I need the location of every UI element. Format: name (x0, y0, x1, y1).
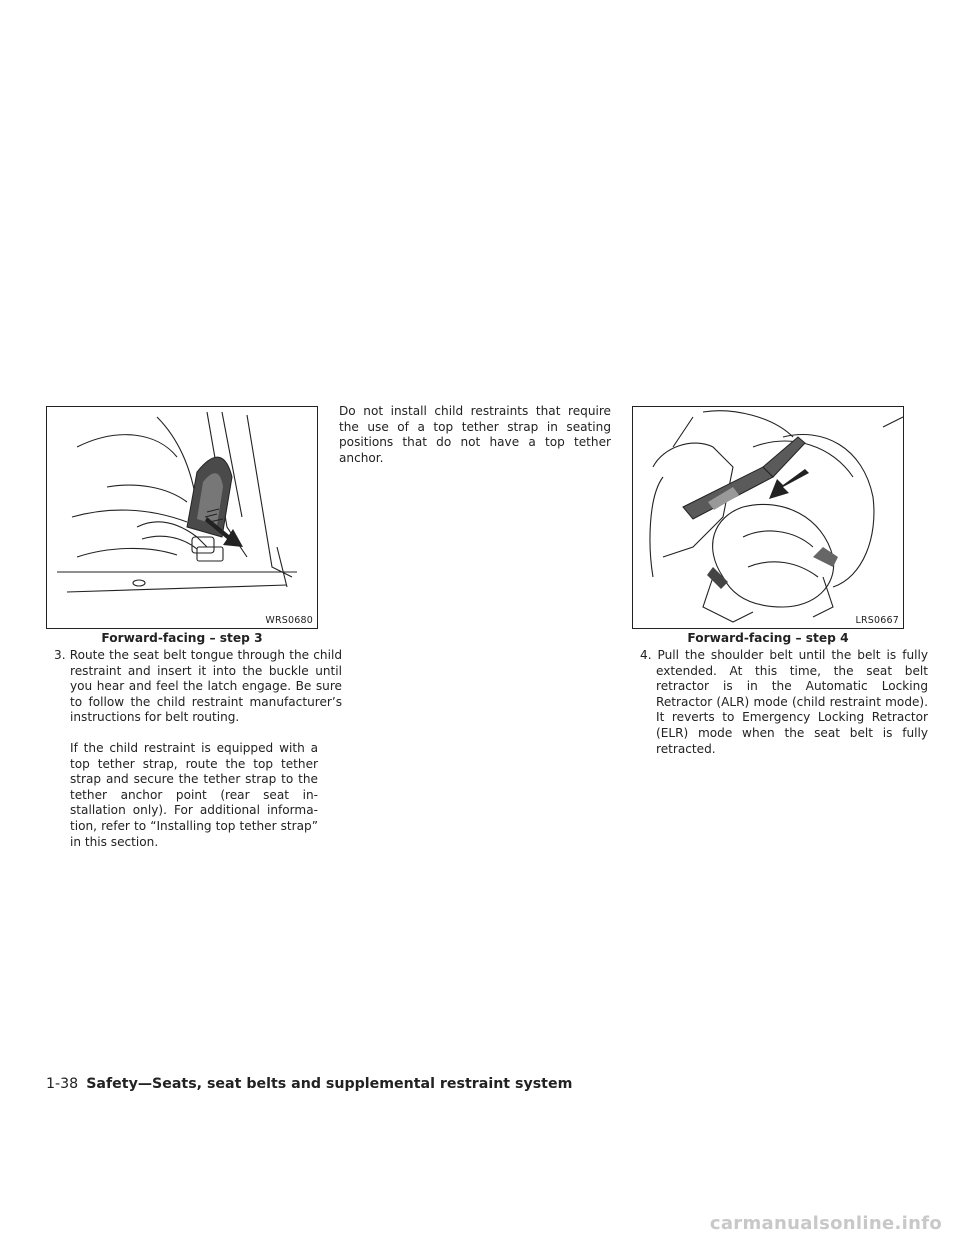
page-number: 1-38 (46, 1076, 79, 1092)
seat-belt-tongue-illustration (47, 407, 318, 629)
watermark: carmanualsonline.info (709, 1213, 942, 1234)
page-footer (46, 1076, 572, 1092)
step-4-text: 4. Pull the shoulder belt until the belt is fully extended. At this time, the seat belt retractor is in the Automatic Locking Retractor (ALR) mode (child restraint mode). It reverts to Emergency Locking Retractor (ELR) mode when the seat belt is fully retracted. (640, 648, 928, 756)
figure-code: LRS0667 (855, 615, 899, 626)
figure-caption: Forward-facing – step 4 (687, 631, 849, 645)
figure-forward-facing-step-3 (46, 406, 318, 629)
step-3-text: 3. Route the seat belt tongue through the child restraint and insert it into the buckle until you hear and feel the latch engage. Be sure to follow the child restraint manufacturer’s instructions for belt routing. (54, 648, 342, 725)
step-3-note: If the child restraint is equipped with a top tether strap, route the top tether strap and secure the tether strap to the tether anchor point (rear seat installation only). For additional information, refer to “Installing top tether strap” in this section. (70, 741, 318, 849)
figure-code: WRS0680 (265, 615, 313, 626)
top-tether-warning-text: Do not install child restraints that require the use of a top tether strap in seating positions that do not have a top tether anchor. (339, 404, 611, 465)
figure-caption: Forward-facing – step 3 (101, 631, 263, 645)
shoulder-belt-illustration (633, 407, 904, 629)
section-title: Safety—Seats, seat belts and supplemental restraint system (86, 1076, 573, 1092)
figure-forward-facing-step-4 (632, 406, 904, 629)
